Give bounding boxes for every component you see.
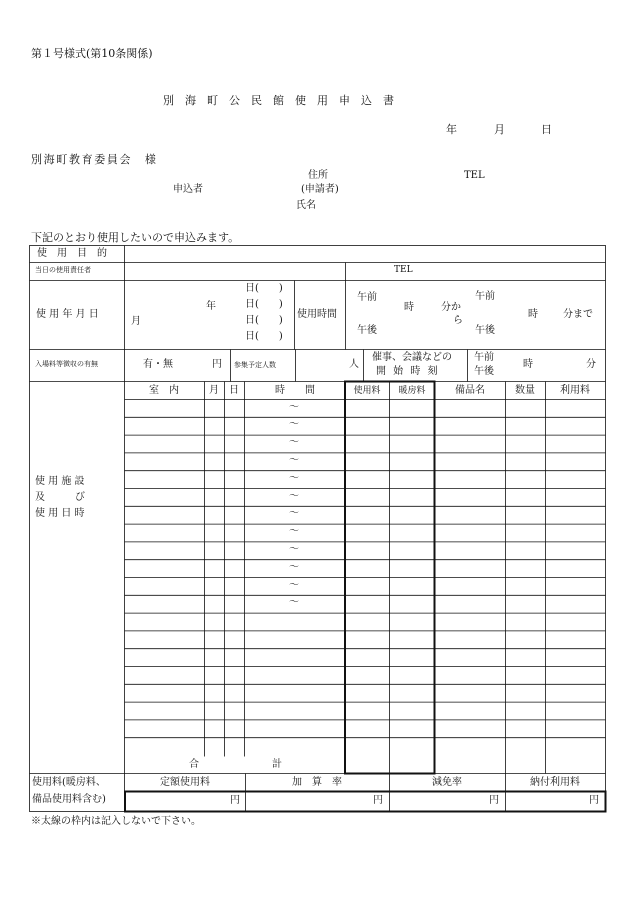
time-range-tilde: ～ <box>289 472 299 484</box>
facility-label-1: 使 用 施 設 <box>35 476 85 487</box>
time-range-tilde: ～ <box>289 419 299 431</box>
start-time-label-2: 開 始 時 刻 <box>376 366 440 377</box>
fee-value: 有・無 <box>143 359 173 370</box>
name-label: 氏名 <box>296 200 316 211</box>
summary-label-1: 使用料(暖房料、 <box>32 777 106 788</box>
date-row-label: 使 用 年 月 日 <box>36 309 99 320</box>
from-ra-label: ら <box>453 315 463 326</box>
summary-fixed-yen: 円 <box>230 795 240 806</box>
footnote: ※太線の枠内は記入しないで下さい。 <box>31 816 201 827</box>
start-time-label-1: 催事、会議などの <box>372 352 452 363</box>
intro-text: 下記のとおり使用したいので申込みます。 <box>31 231 240 244</box>
date-day-label: 日 <box>541 123 552 136</box>
summary-discount: 減免率 <box>432 777 462 788</box>
col-day: 日 <box>229 385 239 396</box>
total-label-a: 合 <box>189 759 199 770</box>
facility-label-2: 及 び <box>35 492 85 503</box>
am-label-end: 午前 <box>475 291 495 302</box>
start-am: 午前 <box>474 352 494 363</box>
date-year: 年 <box>206 301 216 312</box>
start-hour: 時 <box>523 359 533 370</box>
date-day-row: 日( ) <box>245 315 283 326</box>
time-range-tilde: ～ <box>289 543 299 555</box>
time-range-tilde: ～ <box>289 597 299 609</box>
col-month: 月 <box>209 385 219 396</box>
col-usage-fee: 使用料 <box>353 386 381 396</box>
time-range-tilde: ～ <box>289 490 299 502</box>
time-range-tilde: ～ <box>289 526 299 538</box>
facility-label-3: 使 用 日 時 <box>35 508 85 519</box>
start-hour-label: 時 <box>404 302 414 313</box>
summary-discount-yen: 円 <box>489 795 499 806</box>
col-heating-fee: 暖房料 <box>398 386 426 396</box>
addressee-board: 別海町教育委員会 様 <box>31 153 158 166</box>
time-range-tilde: ～ <box>289 579 299 591</box>
summary-fixed-fee: 定額使用料 <box>160 777 210 788</box>
purpose-label: 使 用 目 的 <box>37 248 107 259</box>
col-quantity: 数量 <box>515 385 535 396</box>
time-range-tilde: ～ <box>289 437 299 449</box>
time-range-tilde: ～ <box>289 401 299 413</box>
summary-surcharge: 加 算 率 <box>292 777 342 788</box>
time-label: 使用時間 <box>297 309 337 320</box>
start-pm: 午後 <box>474 366 494 377</box>
col-time: 時 間 <box>275 385 315 396</box>
until-label: 分まで <box>563 309 593 320</box>
time-range-tilde: ～ <box>289 454 299 466</box>
address-label: 住所 <box>308 170 328 181</box>
col-room: 室 内 <box>149 385 179 396</box>
date-day-row: 日( ) <box>245 283 283 294</box>
date-day-row: 日( ) <box>245 331 283 342</box>
date-month-label: 月 <box>494 123 505 136</box>
end-hour-label: 時 <box>528 309 538 320</box>
summary-label-2: 備品使用料含む) <box>32 794 106 805</box>
col-equipment: 備品名 <box>455 385 485 396</box>
responsible-label: 当日の使用責任者 <box>35 266 91 274</box>
from-label: 分か <box>441 302 461 313</box>
time-range-tilde: ～ <box>289 561 299 573</box>
col-usage-charge: 利用料 <box>560 385 590 396</box>
am-label-start: 午前 <box>357 292 377 303</box>
fee-yen: 円 <box>212 359 222 370</box>
start-minute: 分 <box>586 359 596 370</box>
applicant-paren: (申請者) <box>301 184 339 195</box>
summary-surcharge-yen: 円 <box>373 795 383 806</box>
summary-payment-yen: 円 <box>589 795 599 806</box>
responsible-tel-label: TEL <box>394 265 413 275</box>
date-year-label: 年 <box>446 123 457 136</box>
applicant-label: 申込者 <box>173 184 203 195</box>
attendance-label: 参集予定人数 <box>234 361 276 369</box>
form-number: 第１号様式(第10条関係) <box>31 47 153 60</box>
summary-payment: 納付利用料 <box>530 777 580 788</box>
date-day-row: 日( ) <box>245 299 283 310</box>
tel-label: TEL <box>464 170 485 181</box>
total-label-b: 計 <box>272 759 282 770</box>
pm-label-end: 午後 <box>475 325 495 336</box>
pm-label-start: 午後 <box>357 325 377 336</box>
page-title: 別 海 町 公 民 館 使 用 申 込 書 <box>163 94 394 107</box>
date-month: 月 <box>131 316 141 327</box>
time-range-tilde: ～ <box>289 508 299 520</box>
person-unit: 人 <box>349 359 359 370</box>
fee-label: 入場料等徴収の有無 <box>35 360 98 368</box>
